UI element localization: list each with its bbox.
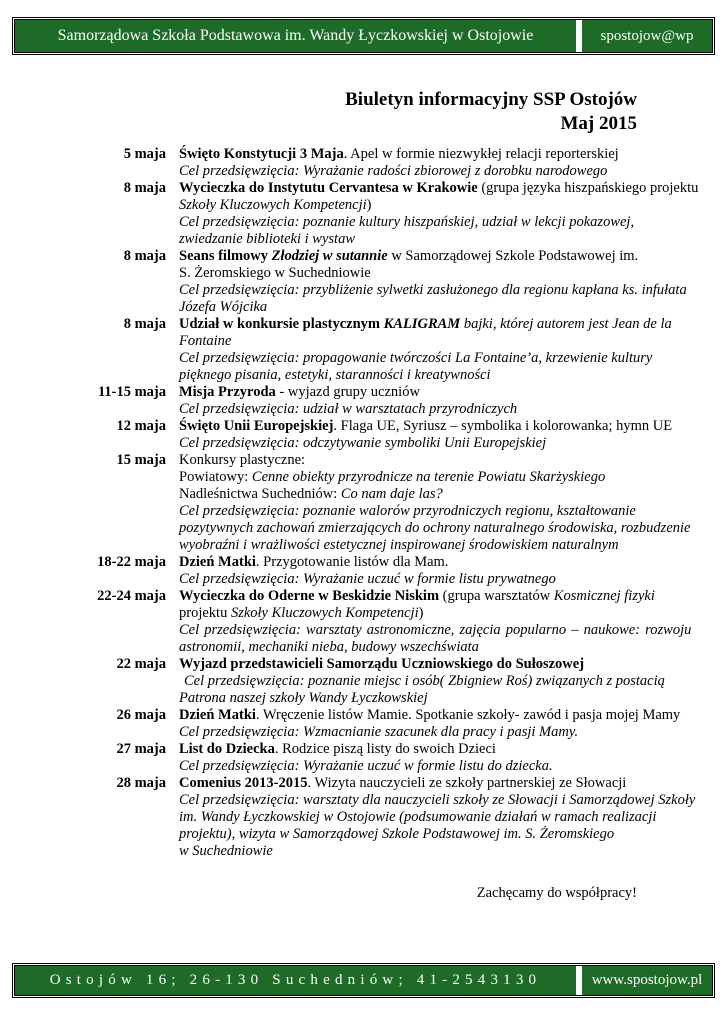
event-goal: zwiedzanie biblioteki i wystaw (179, 231, 356, 247)
event-goal: Cel przedsięwzięcia: poznanie walorów przyrodniczych regionu, kształtowanie (179, 503, 636, 519)
event-goal: Cel przedsięwzięcia: Wzmacnianie szacunek dla pracy i pasji Mamy. (179, 724, 579, 740)
event-desc: projektu (179, 605, 231, 621)
event-date: 22-24 maja (97, 588, 166, 604)
event-item (0, 707, 725, 741)
event-goal: Józefa Wójcika (179, 299, 268, 315)
event-item (0, 741, 725, 775)
event-item (0, 656, 725, 707)
bulletin-title: Biuletyn informacyjny SSP Ostojów (345, 89, 637, 110)
event-goal: w Suchedniowie (179, 843, 273, 859)
footer-banner (12, 963, 715, 998)
event-item (0, 180, 725, 248)
event-desc: . Wizyta nauczycieli ze szkoły partnerskiej ze Słowacji (307, 775, 627, 791)
event-goal: Cel przedsięwzięcia: Wyrażanie uczuć w formie listu prywatnego (179, 571, 556, 587)
event-desc: . Flaga UE, Syriusz – symbolika i kolorowanka; hymn UE (333, 418, 673, 434)
footer-website[interactable]: www.spostojow.pl (582, 966, 712, 995)
event-desc: Fontaine (179, 333, 232, 349)
event-goal: Cel przedsięwzięcia: udział w warsztatach przyrodniczych (179, 401, 518, 417)
event-goal: Cel przedsięwzięcia: warsztaty dla nauczycieli szkoły ze Słowacji i Samorządowej Szkoły (179, 792, 696, 808)
event-goal: Cel przedsięwzięcia: poznanie miejsc i osób( Zbigniew Roś) związanych z postacią (184, 673, 665, 689)
event-desc: (grupa języka hiszpańskiego projektu (477, 180, 699, 196)
event-item (0, 418, 725, 452)
event-goal: astronomii, mechaniki nieba, budowy wszechświata (179, 639, 479, 655)
event-date: 5 maja (123, 146, 166, 162)
event-date: 12 maja (116, 418, 166, 434)
event-goal: Cel przedsięwzięcia: Wyrażanie uczuć w formie listu do dziecka. (179, 758, 553, 774)
event-desc: . Wręczenie listów Mamie. Spotkanie szkoły- zawód i pasja mojej Mamy (255, 707, 681, 723)
event-desc: w Samorządowej Szkole Podstawowej im. (387, 248, 639, 264)
event-date: 28 maja (116, 775, 166, 791)
event-desc-italic: Szkoły Kluczowych Kompetencji (179, 197, 367, 213)
contest-name: Cenne obiekty przyrodnicze na terenie Powiatu Skarżyskiego (251, 469, 606, 485)
event-title: Misja Przyroda (179, 384, 276, 400)
event-goal: wyobraźni i wrażliwości estetycznej inspirowanej środowiskiem naturalnym (179, 537, 619, 553)
event-item (0, 452, 725, 554)
event-desc: - wyjazd grupy uczniów (275, 384, 420, 400)
event-goal: Cel przedsięwzięcia: poznanie kultury hiszpańskiej, udział w lekcji pokazowej, (179, 214, 635, 230)
event-title: Konkursy plastyczne: (179, 452, 306, 468)
event-goal: Cel przedsięwzięcia: odczytywanie symboliki Unii Europejskiej (179, 435, 547, 451)
event-goal: Cel przedsięwzięcia: propagowanie twórczości La Fontaine’a, krzewienie kultury (179, 350, 653, 366)
event-goal: pięknego pisania, estetyki, staranności i kreatywności (179, 367, 491, 383)
event-desc-italic: Kosmicznej fizyki (553, 588, 655, 604)
contest-label: Nadleśnictwa Suchedniów: (179, 486, 341, 502)
event-desc-tail: ) (418, 605, 424, 621)
event-title: Wycieczka do Instytutu Cervantesa w Krakowie (179, 180, 478, 196)
event-goal: Patrona naszej szkoły Wandy Łyczkowskiej (179, 690, 428, 706)
event-item (0, 384, 725, 418)
event-title: Dzień Matki (179, 554, 256, 570)
bulletin-month: Maj 2015 (560, 113, 637, 134)
event-item (0, 316, 725, 384)
event-title-italic: KALIGRAM (383, 316, 461, 332)
event-date: 22 maja (116, 656, 166, 672)
event-item (0, 588, 725, 656)
event-desc: . Przygotowanie listów dla Mam. (255, 554, 449, 570)
event-date: 8 maja (123, 180, 166, 196)
event-date: 15 maja (116, 452, 166, 468)
event-desc: . Rodzice piszą listy do swoich Dzieci (274, 741, 496, 757)
event-title: List do Dziecka (179, 741, 275, 757)
event-date: 26 maja (116, 707, 166, 723)
event-desc: bajki, której autorem jest Jean de la (460, 316, 672, 332)
event-goal: Cel przedsięwzięcia: warsztaty astronomiczne, zajęcia popularno – naukowe: rozwoju (179, 622, 692, 638)
event-title: Udział w konkursie plastycznym (179, 316, 384, 332)
event-item (0, 554, 725, 588)
event-goal: Cel przedsięwzięcia: Wyrażanie radości zbiorowej z dorobku narodowego (179, 163, 608, 179)
closing-text: Zachęcamy do współpracy! (476, 885, 637, 901)
contest-name: Co nam daje las? (340, 486, 443, 502)
contest-label: Powiatowy: (179, 469, 252, 485)
event-title: Święto Konstytucji 3 Maja (179, 146, 344, 162)
event-goal: im. Wandy Łyczkowskiej w Ostojowie (podsumowanie działań w ramach realizacji (179, 809, 657, 825)
event-item (0, 775, 725, 860)
email-address: spostojow@wp (582, 20, 712, 52)
event-desc-italic: Szkoły Kluczowych Kompetencji (230, 605, 419, 621)
event-title: Święto Unii Europejskiej (179, 418, 334, 434)
header-banner (12, 17, 715, 55)
event-desc: S. Żeromskiego w Suchedniowie (179, 265, 371, 281)
event-goal: projektu), wizyta w Samorządowej Szkole Podstawowej im. S. Żeromskiego (179, 826, 615, 842)
event-title: Dzień Matki (179, 707, 256, 723)
event-item (0, 248, 725, 316)
event-title: Wyjazd przedstawicieli Samorządu Uczniowskiego do Sułoszowej (179, 656, 585, 672)
event-item (0, 146, 725, 180)
event-title: Seans filmowy (179, 248, 272, 264)
event-date: 8 maja (123, 316, 166, 332)
event-date: 8 maja (123, 248, 166, 264)
event-title-italic: Złodziej w sutannie (271, 248, 388, 264)
events-list (0, 146, 725, 860)
event-desc-tail: ) (366, 197, 372, 213)
event-date: 27 maja (116, 741, 166, 757)
footer-address: Ostojów 16; 26-130 Suchedniów; 41-2543130 (15, 966, 576, 995)
event-desc: (grupa warsztatów (439, 588, 554, 604)
school-name: Samorządowa Szkoła Podstawowa im. Wandy Łyczkowskiej w Ostojowie (15, 20, 576, 52)
event-date: 11-15 maja (97, 384, 166, 400)
event-goal: Cel przedsięwzięcia: przybliżenie sylwetki zasłużonego dla regionu kapłana ks. infułata (179, 282, 687, 298)
event-goal: pozytywnych zachowań zmierzających do ochrony naturalnego środowiska, rozbudzenie (179, 520, 691, 536)
event-date: 18-22 maja (97, 554, 166, 570)
event-title: Comenius 2013-2015 (179, 775, 308, 791)
event-title: Wycieczka do Oderne w Beskidzie Niskim (179, 588, 440, 604)
event-desc: . Apel w formie niezwykłej relacji reporterskiej (343, 146, 619, 162)
